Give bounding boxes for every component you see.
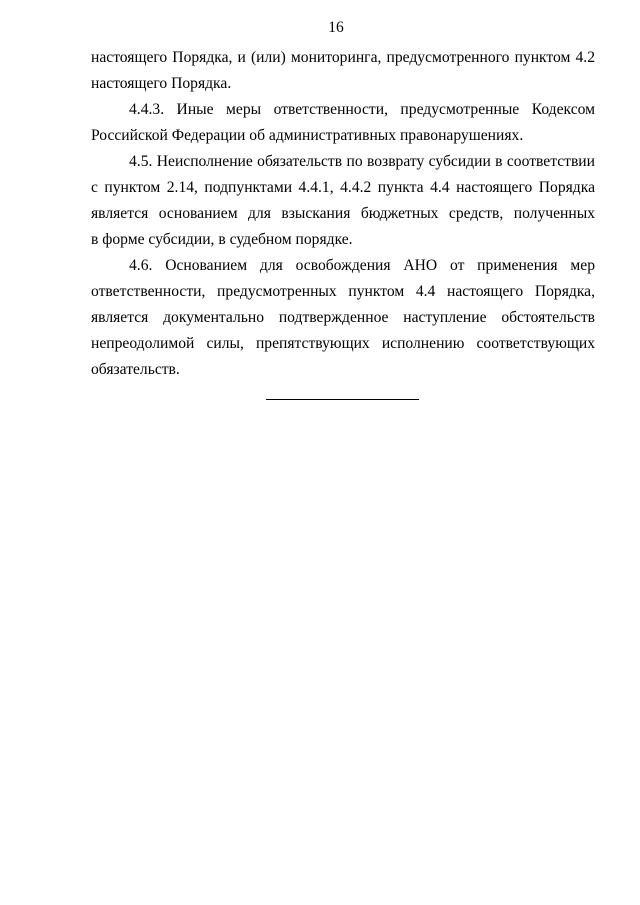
text-line: 4.5. Неисполнение обязательств по возврату субсидии в соответствии <box>129 153 595 170</box>
text-line: ответственности, предусмотренных пунктом 4.4 настоящего Порядка, <box>91 283 595 300</box>
text-line: настоящего Порядка. <box>91 75 232 92</box>
text-line: 4.6. Основанием для освобождения АНО от применения мер <box>129 257 595 274</box>
text-line: с пунктом 2.14, подпунктами 4.4.1, 4.4.2 пункта 4.4 настоящего Порядка <box>91 179 595 196</box>
text-line: непреодолимой силы, препятствующих исполнению соответствующих <box>91 335 595 352</box>
document-body <box>91 45 595 383</box>
text-line: в форме субсидии, в судебном порядке. <box>91 231 353 248</box>
text-line: Российской Федерации об административных правонарушениях. <box>91 127 524 144</box>
paragraph-4-6 <box>91 253 595 383</box>
paragraph-4-4-3 <box>91 97 595 149</box>
page-number: 16 <box>328 19 344 36</box>
paragraph-continuation <box>91 45 595 97</box>
text-line: 4.4.3. Иные меры ответственности, предусмотренные Кодексом <box>129 101 595 118</box>
text-line: обязательств. <box>91 361 180 378</box>
paragraph-4-5 <box>91 149 595 253</box>
text-line: настоящего Порядка, и (или) мониторинга, предусмотренного пунктом 4.2 <box>91 49 595 66</box>
end-separator-line <box>266 399 419 400</box>
text-line: является документально подтвержденное наступление обстоятельств <box>91 309 595 326</box>
text-line: является основанием для взыскания бюджетных средств, полученных <box>91 205 595 222</box>
